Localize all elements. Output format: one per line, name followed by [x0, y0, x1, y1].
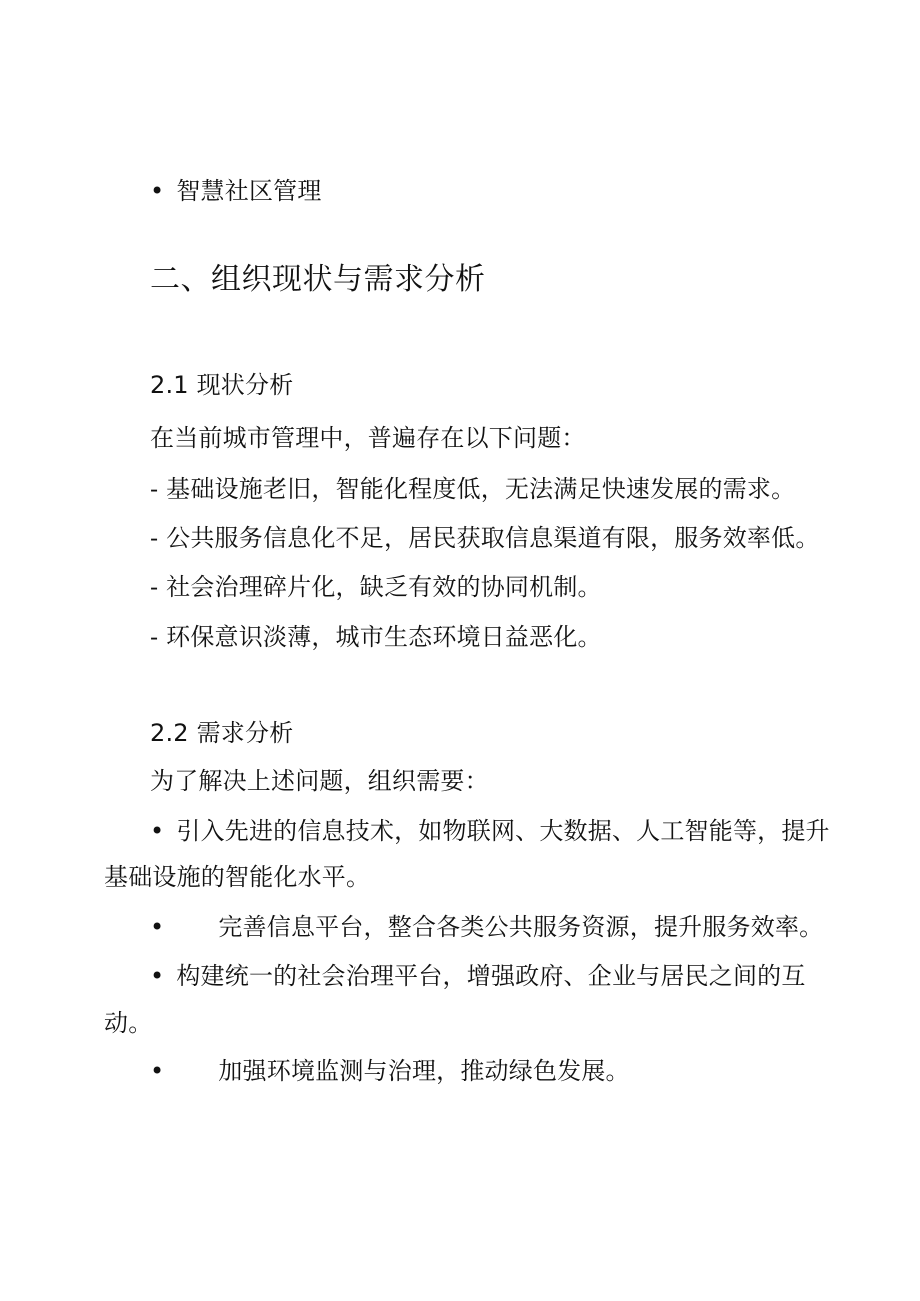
- top-bullet-text: 智慧社区管理: [176, 177, 322, 205]
- needs-intro: 为了解决上述问题，组织需要：: [150, 767, 489, 795]
- needs-item: [150, 912, 823, 942]
- bullet-marker: •: [150, 177, 165, 205]
- bullet-marker: •: [150, 962, 165, 990]
- needs-item: [150, 961, 806, 991]
- needs-item-text: 完善信息平台，整合各类公共服务资源，提升服务效率。: [218, 913, 824, 941]
- needs-heading: 2.2 需求分析: [150, 719, 294, 747]
- status-heading: 2.1 现状分析: [150, 371, 294, 399]
- status-item: - 基础设施老旧，智能化程度低，无法满足快速发展的需求。: [150, 475, 796, 503]
- needs-item-text: 构建统一的社会治理平台，增强政府、企业与居民之间的互: [176, 962, 806, 990]
- status-item: - 公共服务信息化不足，居民获取信息渠道有限，服务效率低。: [150, 524, 820, 552]
- section-title: 二、组织现状与需求分析: [150, 262, 486, 297]
- needs-item-text: 引入先进的信息技术，如物联网、大数据、人工智能等，提升: [176, 817, 830, 845]
- needs-item-text: 加强环境监测与治理，推动绿色发展。: [218, 1057, 630, 1085]
- bullet-marker: •: [150, 1057, 165, 1085]
- bullet-marker: •: [150, 817, 165, 845]
- top-bullet-item: [150, 176, 322, 206]
- status-item: - 社会治理碎片化，缺乏有效的协同机制。: [150, 573, 602, 601]
- bullet-marker: •: [150, 913, 165, 941]
- status-item: - 环保意识淡薄，城市生态环境日益恶化。: [150, 623, 602, 651]
- needs-item-continuation: 基础设施的智能化水平。: [104, 863, 371, 891]
- needs-item: [150, 816, 830, 846]
- needs-item-continuation: 动。: [104, 1009, 153, 1037]
- status-intro: 在当前城市管理中，普遍存在以下问题：: [150, 424, 586, 452]
- needs-item: [150, 1056, 630, 1086]
